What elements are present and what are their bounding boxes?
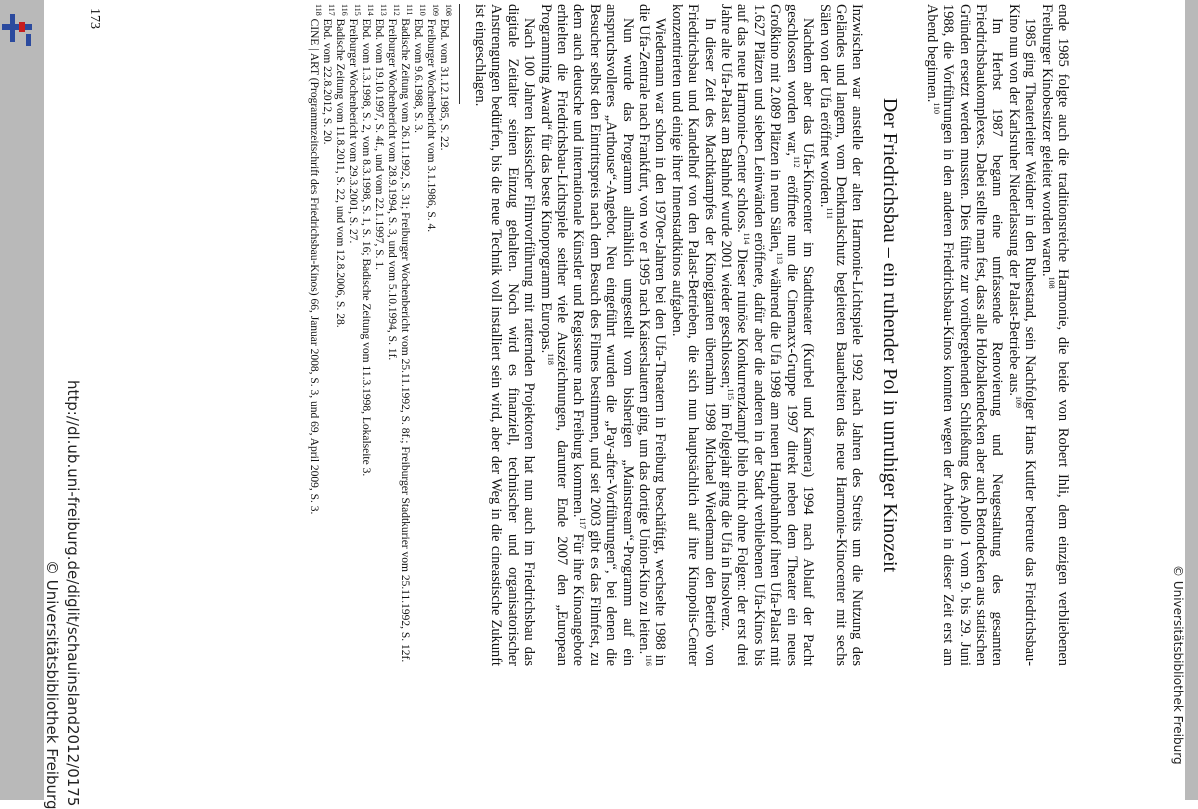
paragraph-8: Nun wurde das Programm allmählich umgestellt vom bisherigen „Mainstream“-Programm auf ein anspruchsvolleres „Arthouse“-Angebot. Neu eingeführt wurden die „Pay-after-Vorführungen“, bei denen die Besucher selbst den Eintrittspreis nach dem Besuch des Filmes bestimmen, und seit 2003 gibt es das Filmfest, zu dem auch deutsche und internationale Künstler und Regisseure nach Freiburg kommen.$^{117}$ Für ihre Kinoangebote erhielten die Friedrichsbau-Lichtspiele seither viele Auszeichnungen, darunter Ende 2007 den „European Programming Award“ für das beste Kinoprogramm Europas.$^{118}$ [537, 4, 636, 666]
footnote-ref: 115 [725, 388, 735, 401]
copyright-notice-top: © Universitätsbibliothek Freiburg [1171, 565, 1185, 765]
paragraph-7: Wiedemann war schon in den 1970er-Jahren bei den Ufa-Theatern in Freiburg beschäftigt, wechselte 1988 in die Ufa-Zentrale nach Frankfurt, von wo er 1995 nach Kaiserslautern ging, um das dortige Union-Kino zu leiten.$^{116}$ [636, 4, 669, 666]
footnote: $^{113}$ Ebd. vom 19.10.1997, S. 4f., und vom 22.1.1997, S. 1. [372, 4, 388, 270]
footnote: $^{115}$ Freiburger Wochenbericht vom 29.3.2001, S. 27. [346, 4, 362, 244]
paragraph-4: Inzwischen war anstelle der alten Harmonie-Lichtspiele 1992 nach Jahren des Streits um die Nutzung des Geländes und langem, vom Denkmalschutz begleiteten Bauarbeiten das neue Harmonie-Kinocenter mit sechs Sälen von der Ufa eröffnet worden.$^{111}$ [816, 4, 866, 666]
footnote: $^{109}$ Freiburger Wochenbericht vom 3.1.1986, S. 4. [424, 4, 440, 233]
page-number: 173 [87, 8, 102, 29]
copyright-notice: © Universitätsbibliothek Freiburg [43, 560, 61, 809]
footnote-ref: 108 [1046, 276, 1056, 289]
footnote-ref: 118 [545, 353, 555, 365]
footnote-ref: 114 [742, 232, 752, 245]
paragraph-2: 1985 ging Theaterleiter Weidner in den Ruhestand, sein Nachfolger Hans Kuttler betreute das Friedrichsbau-Kino nun von der Karlsruher Niederlassung der Palast-Betriebe aus.$^{109}$ [1005, 4, 1039, 666]
paragraph-9: Nach 100 Jahren klassischer Filmvorführung mit ratternden Projektoren hat nun auch im Friedrichsbau das digitale Zeitalter seinen Einzug gehalten. Noch wird es finanziell, technischer und organisatorischer Anstrengungen bedürfen, bis die neue Technik voll installiert sein wird, aber der Weg in die cineastische Zukunft ist eingeschlagen. [472, 4, 538, 666]
library-logo-icon [2, 8, 32, 48]
paragraph-3: Im Herbst 1987 begann eine umfassende Renovierung und Neugestaltung des gesamten Friedrichsbaukomplexes. Dabei stellte man fest, dass alle Holzbalkendecken aber auch Betondecken aus statischen Gründen ersetzt werden mussten. Dies führte zur vorübergehenden Schließung des Apollo 1 vom 9. bis 29. Juni 1988, die Vorführungen in den anderen Friedrichsbau-Kinos konnten wegen der Arbeiten in dieser Zeit erst am Abend beginnen.$^{110}$ [923, 4, 1006, 666]
source-url[interactable]: http://dl.ub.uni-freiburg.de/diglit/schauinsland2012/0175 [64, 380, 82, 807]
paragraph-5: Nachdem aber das Ufa-Kinocenter im Stadttheater (Kurbel und Kamera) 1994 nach Ablauf der Pacht geschlossen worden war,$^{112}$ eröffnete nun die Cinemaxx-Gruppe 1997 direkt neben dem Theater ein neues Großkino mit 2.089 Plätzen in neun Sälen,$^{113}$ während die Ufa 1998 am neuen Hauptbahnhof ihren Ufa-Palast mit 1.627 Plätzen und sieben Leinwänden eröffnete, dafür aber die anderen in der Stadt verbliebenen Ufa-Kinos bis auf das neue Harmonie-Center schloss.$^{114}$ Dieser ruinöse Konkurrenzkampf blieb nicht ohne Folgen: der erst drei Jahre alte Ufa-Palast am Bahnhof wurde 2001 wieder geschlossen;$^{115}$ im Folgejahr ging die Ufa in Insolvenz. [718, 4, 817, 666]
paragraph-1: ende 1985 folgte auch die traditionsreiche Harmonie, die beide von Robert Ihli, dem einzigen verbliebenen Freiburger Kinobesitzer geleitet worden waren.$^{108}$ [1038, 4, 1071, 666]
footnotes [307, 4, 453, 666]
footnote: $^{118}$ CINE | ART (Programmzeitschrift des Friedrichsbau-Kinos) 66, Januar 2008, S. 3, und 69, April 2009, S. 3. [307, 4, 323, 515]
footnote-ref: 112 [791, 155, 801, 168]
footnote-ref: 109 [1013, 396, 1023, 409]
footnote-ref: 111 [824, 207, 834, 219]
footnote-ref: 116 [643, 654, 653, 666]
footnote: $^{117}$ Ebd. vom 22.8.2012, S. 20. [320, 4, 336, 145]
footnote: $^{116}$ Badische Zeitung vom 11.8.2011, S. 22, und vom 12.8.2006, S. 28. [333, 4, 349, 328]
footnote: $^{114}$ Ebd. vom 1.3.1998, S. 2, vom 8.3.1998, S. 1, S. 16; Badische Zeitung vom 11.3.1998, Lokalseite 3. [359, 4, 375, 477]
rotated-book-page [43, 0, 1185, 809]
footnote: $^{112}$ Freiburger Wochenbericht vom 28.9.1994, S. 3, und vom 5.10.1994, S. 1f. [385, 4, 401, 361]
footnote: $^{108}$ Ebd. vom 31.12.1985, S. 22. [437, 4, 453, 151]
paragraph-6: In dieser Zeit des Machtkampfes der Kinogiganten übernahm 1998 Michael Wiedemann den Betrieb von Friedrichsbau und Kandelhof von den Palast-Betrieben, die sich nun hauptsächlich auf ihre Kinopolis-Center konzentrierten und einige ihrer Innenstadtkinos aufgaben. [668, 4, 718, 666]
footnote: $^{111}$ Badische Zeitung vom 26.11.1992, S. 31; Freiburger Wochenbericht vom 25.11.1992, S. 8f.; Freiburger Stadtkurier vom 25.11.1992, S. 12f. [398, 4, 414, 663]
page-body [307, 4, 1071, 666]
footnote-ref: 110 [931, 102, 941, 115]
footnote: $^{110}$ Ebd. vom 9.6.1988, S. 3. [411, 4, 427, 133]
footnote-ref: 117 [578, 517, 588, 530]
footnote-ref: 113 [775, 252, 785, 264]
left-margin-strip [0, 0, 44, 800]
right-margin-strip [1184, 0, 1198, 800]
footnote-divider [459, 4, 460, 104]
section-heading: Der Friedrichsbau – ein ruhender Pol in unruhiger Kinozeit [879, 97, 902, 573]
